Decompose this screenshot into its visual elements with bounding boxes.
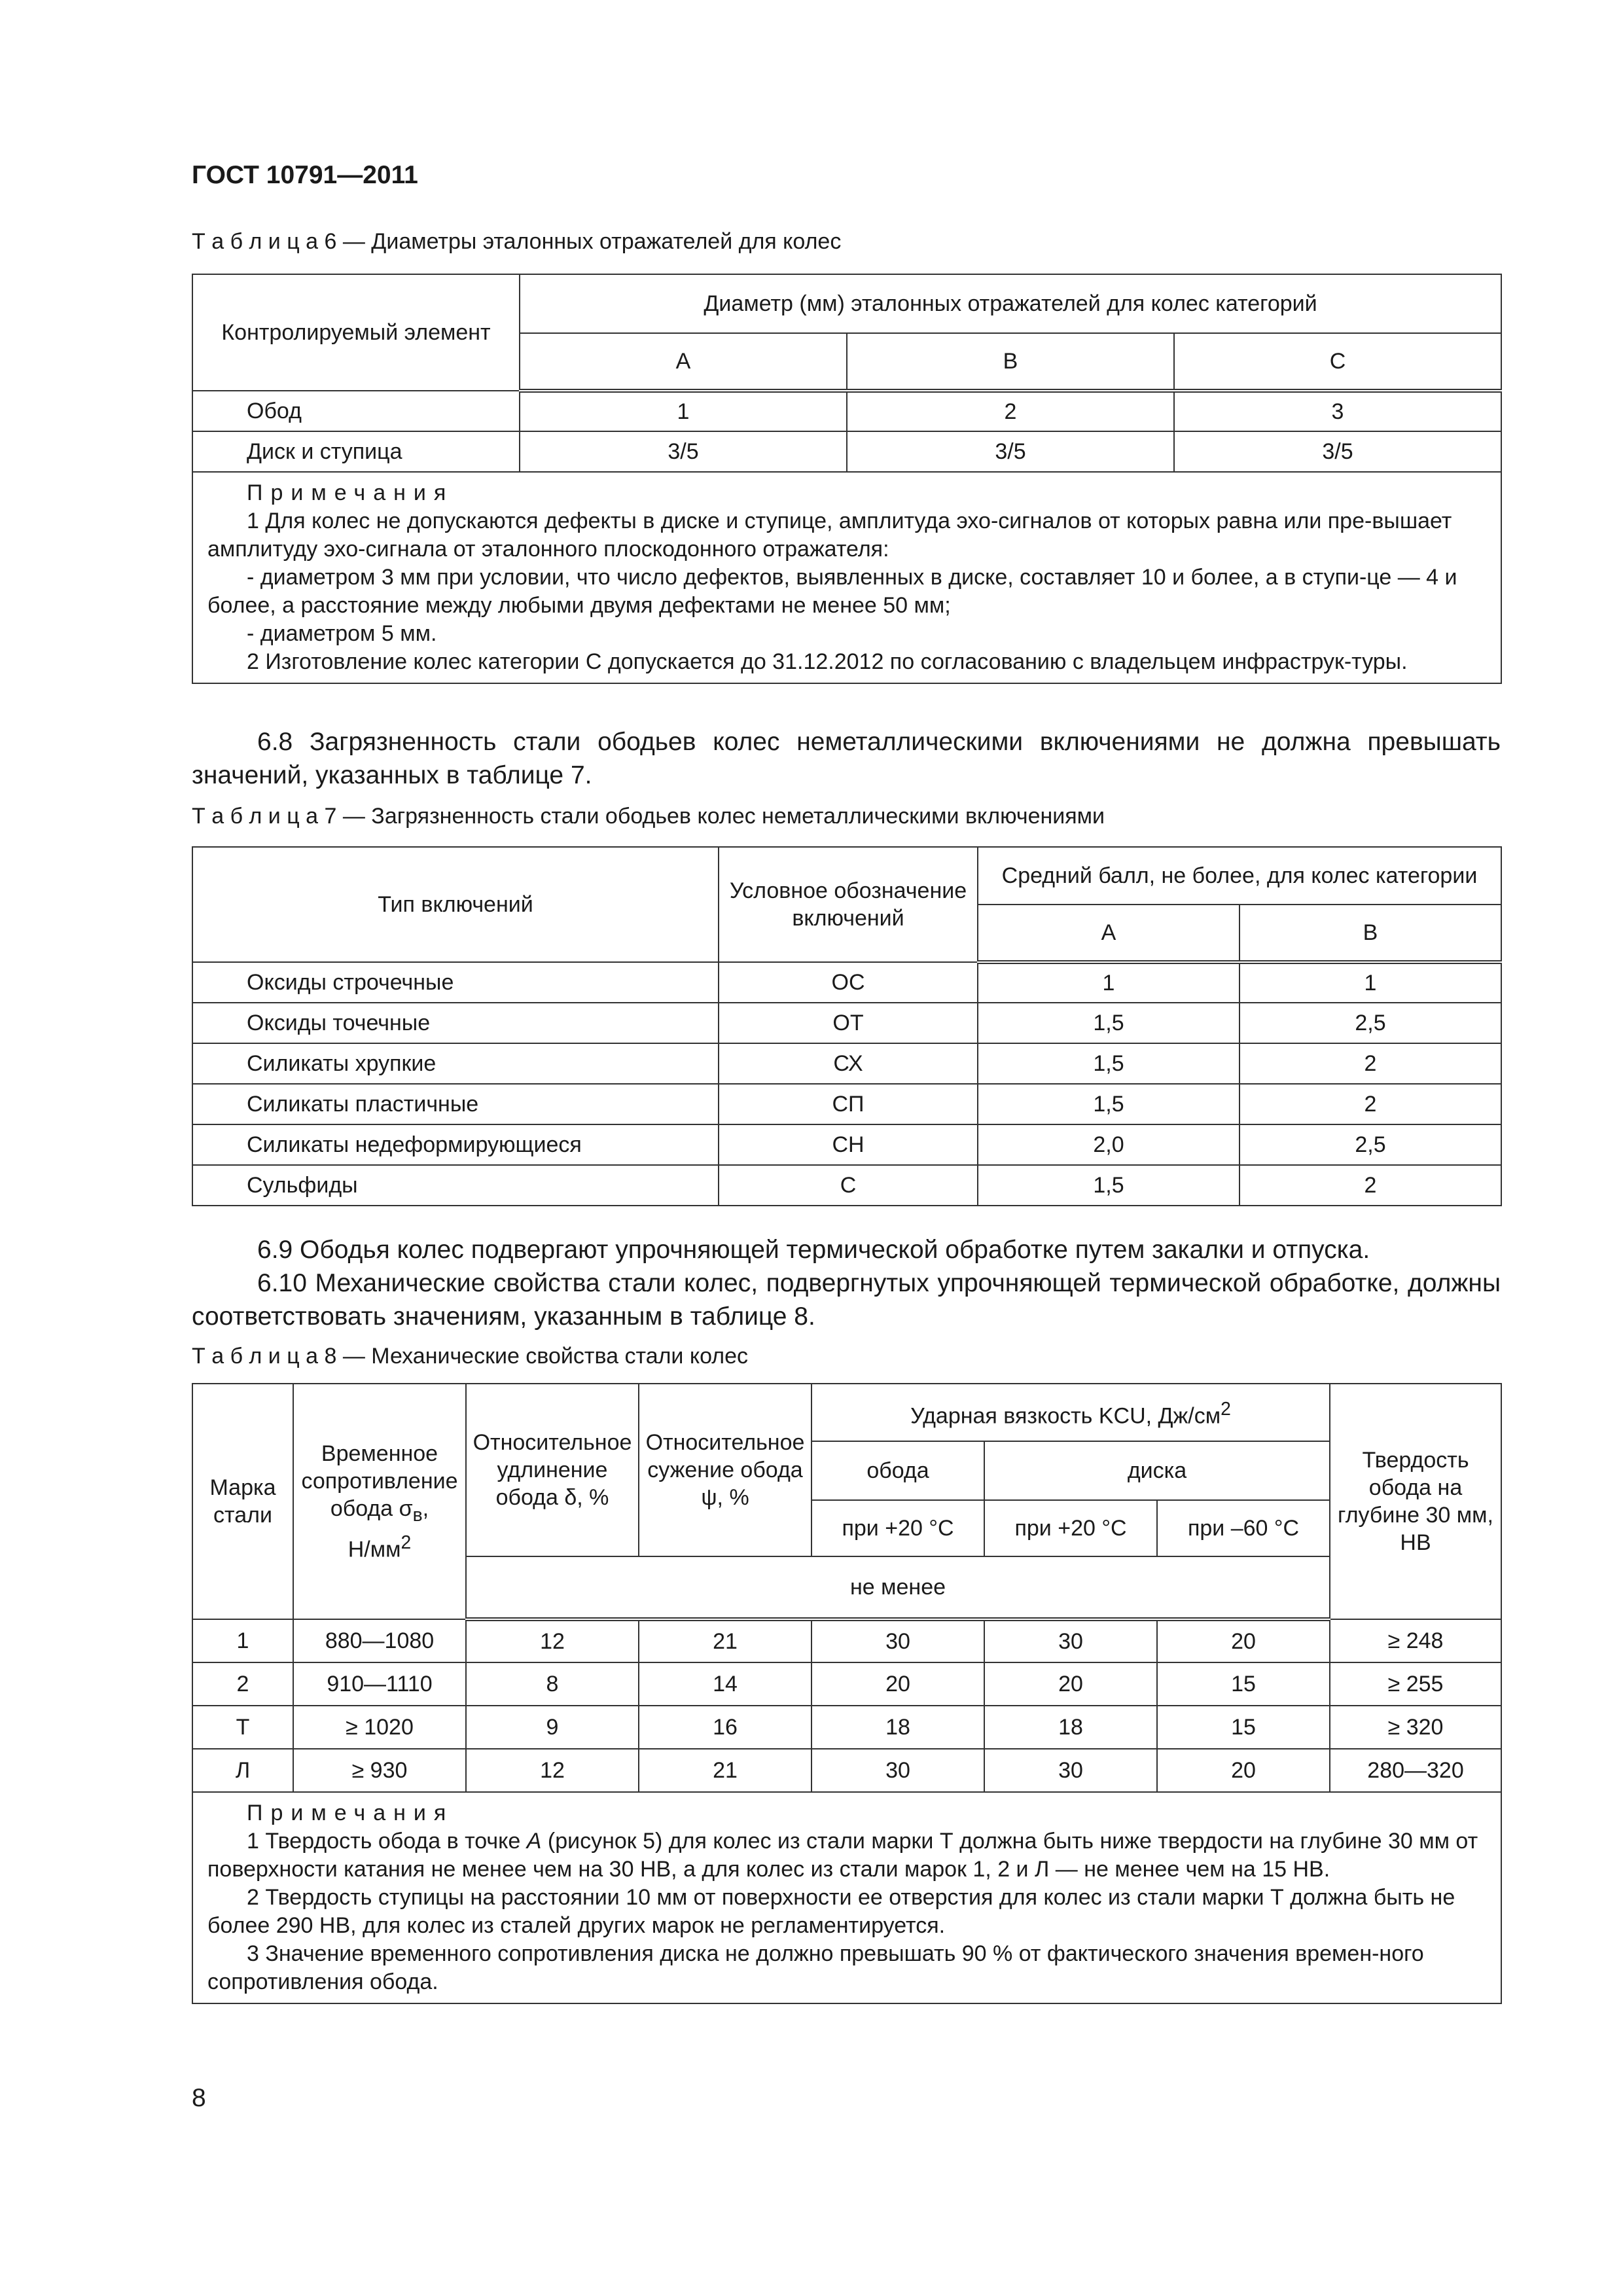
table8-cell: ≥ 1020 (293, 1706, 466, 1749)
table8 (192, 1383, 1502, 2004)
table8-cell: ≥ 930 (293, 1749, 466, 1792)
table6-caption-text: — Диаметры эталонных отражателей для колес (336, 229, 842, 254)
table8-note-3: 3 Значение временного сопротивления диска не должно превышать 90 % от фактического значения времен-ного сопротивления обода. (207, 1941, 1424, 1994)
table8-cell: 12 (466, 1619, 639, 1662)
table8-caption-text: — Механические свойства стали колес (336, 1344, 749, 1369)
paragraphs-6-9-6-10 (192, 1233, 1501, 1333)
table8-cell: ≥ 248 (1330, 1619, 1501, 1662)
table8-cell: 14 (639, 1662, 812, 1706)
table8-cell: 1 (192, 1619, 293, 1662)
table7-row-code: ОС (719, 962, 978, 1003)
table7-cell: 1,5 (978, 1084, 1240, 1124)
table8-head-tensile-sub: в (412, 1504, 423, 1526)
document-header: ГОСТ 10791—2011 (192, 161, 418, 189)
table6-cat-c: С (1174, 333, 1501, 391)
table8-head-impact (812, 1384, 1330, 1441)
table8-cell: 18 (984, 1706, 1157, 1749)
table8-head-temp: при +20 °С (812, 1500, 984, 1556)
table7-cell: 2 (1240, 1165, 1501, 1206)
table7-caption-prefix: Т а б л и ц а 7 (192, 804, 337, 829)
table6-caption (192, 229, 841, 255)
table6-cat-a: А (520, 333, 847, 391)
table8-cell: 880—1080 (293, 1619, 466, 1662)
table7-row-code: СХ (719, 1043, 978, 1084)
table8-note-2: 2 Твердость ступицы на расстоянии 10 мм от поверхности ее отверстия для колес из стали марки Т должна быть не более 290 НВ, для колес из сталей других марок не регламентируется. (207, 1885, 1455, 1938)
table7-row-name: Силикаты недеформирующиеся (192, 1124, 719, 1165)
table8-cell: 16 (639, 1706, 812, 1749)
table6-cell: 3/5 (520, 431, 847, 472)
table8-cell: 15 (1157, 1706, 1330, 1749)
table7 (192, 846, 1502, 1206)
table7-head-group: Средний балл, не более, для колес категории (978, 847, 1501, 905)
table7-cat-b: В (1240, 905, 1501, 962)
table8-cell: 30 (812, 1749, 984, 1792)
table8-cell: ≥ 255 (1330, 1662, 1501, 1706)
table8-cell: 15 (1157, 1662, 1330, 1706)
table7-cell: 2,5 (1240, 1124, 1501, 1165)
table8-cell: Л (192, 1749, 293, 1792)
table6-note: 1 Для колес не допускаются дефекты в диске и ступице, амплитуда эхо-сигналов от которых равна или пре-вышает амплитуду эхо-сигнала от эталонного плоскодонного отражателя: (207, 509, 1452, 562)
table8-head-rim: обода (812, 1441, 984, 1500)
table6-cell: 3/5 (1174, 431, 1501, 472)
page-number: 8 (192, 2084, 206, 2112)
table8-head-disk: диска (984, 1441, 1330, 1500)
table6-note: - диаметром 5 мм. (247, 621, 437, 646)
paragraph-6-8 (192, 725, 1501, 792)
table6-cat-b: В (847, 333, 1174, 391)
table8-note-1-point: А (526, 1829, 542, 1854)
table7-head-type: Тип включений (192, 847, 719, 962)
table8-head-tensile-text: Временное сопротивление обода σ (301, 1441, 458, 1521)
table8-cell: ≥ 320 (1330, 1706, 1501, 1749)
table7-cat-a: А (978, 905, 1240, 962)
table7-cell: 2 (1240, 1043, 1501, 1084)
paragraph-6-8-text: 6.8 Загрязненность стали ободьев колес неметаллическими включениями не должна превышать значений, указанных в таблице 7. (192, 728, 1501, 789)
table8-note-1 (207, 1827, 1486, 1884)
table7-caption (192, 804, 1105, 829)
table8-caption-prefix: Т а б л и ц а 8 (192, 1344, 337, 1369)
table8-notes-title: Примечания (247, 1801, 454, 1825)
table6-notes (192, 472, 1501, 683)
table7-row-code: СН (719, 1124, 978, 1165)
table6-cell: 1 (520, 391, 847, 431)
table8-cell: 30 (812, 1619, 984, 1662)
table8-head-min: не менее (466, 1556, 1330, 1619)
table8-note-1-a: 1 Твердость обода в точке (247, 1829, 527, 1854)
table8-head-contraction: Относительное сужение обода ψ, % (639, 1384, 812, 1556)
table8-cell: 20 (1157, 1619, 1330, 1662)
table7-row-name: Сульфиды (192, 1165, 719, 1206)
table7-row-code: ОТ (719, 1003, 978, 1043)
table6-cell: 3/5 (847, 431, 1174, 472)
paragraph-6-9-text: 6.9 Ободья колес подвергают упрочняющей термической обработке путем закалки и отпуска. (257, 1236, 1370, 1264)
table7-row-name: Оксиды точечные (192, 1003, 719, 1043)
table7-row-name: Оксиды строчечные (192, 962, 719, 1003)
table8-head-temp: при –60 °С (1157, 1500, 1330, 1556)
table8-head-tensile (293, 1384, 466, 1619)
table7-head-code: Условное обозначение включений (719, 847, 978, 962)
table8-note-1-b: (рисунок 5) для колес из стали марки Т должна быть ниже твердости на глубине 30 мм от поверхности катания не менее чем на 30 НВ, а для колес из стали марок 1, 2 и Л — не менее чем на 15 НВ. (207, 1829, 1478, 1882)
table8-cell: Т (192, 1706, 293, 1749)
table6-cell: 3 (1174, 391, 1501, 431)
table7-cell: 1 (978, 962, 1240, 1003)
table7-cell: 1,5 (978, 1003, 1240, 1043)
table8-cell: 12 (466, 1749, 639, 1792)
table6-row-name: Диск и ступица (192, 431, 520, 472)
table8-cell: 18 (812, 1706, 984, 1749)
table6-head-group: Диаметр (мм) эталонных отражателей для колес категорий (520, 274, 1501, 333)
table8-cell: 30 (984, 1749, 1157, 1792)
table8-head-temp: при +20 °С (984, 1500, 1157, 1556)
table7-cell: 1,5 (978, 1043, 1240, 1084)
table6-note: - диаметром 3 мм при условии, что число дефектов, выявленных в диске, составляет 10 и более, а в ступи-це — 4 и более, а расстояние между любыми двумя дефектами не менее 50 мм; (207, 565, 1457, 618)
table7-cell: 2,0 (978, 1124, 1240, 1165)
table7-caption-text: — Загрязненность стали ободьев колес неметаллическими включениями (336, 804, 1105, 829)
table8-cell: 8 (466, 1662, 639, 1706)
table6-row-name: Обод (192, 391, 520, 431)
table8-cell: 21 (639, 1749, 812, 1792)
table6-head-element: Контролируемый элемент (192, 274, 520, 391)
table8-head-impact-sup: 2 (1221, 1398, 1231, 1420)
table6-caption-prefix: Т а б л и ц а 6 (192, 229, 337, 254)
table8-cell: 20 (1157, 1749, 1330, 1792)
table8-head-tensile-sup: 2 (401, 1532, 412, 1553)
table8-cell: 9 (466, 1706, 639, 1749)
table8-cell: 21 (639, 1619, 812, 1662)
table7-row-code: С (719, 1165, 978, 1206)
table8-head-tensile-comma: , (422, 1496, 429, 1521)
table8-head-hardness: Твердость обода на глубине 30 мм, НВ (1330, 1384, 1501, 1619)
table8-cell: 910—1110 (293, 1662, 466, 1706)
table7-row-code: СП (719, 1084, 978, 1124)
table8-notes (192, 1792, 1501, 2003)
table7-cell: 1,5 (978, 1165, 1240, 1206)
table8-head-tensile-unit: Н/мм (348, 1537, 401, 1562)
table6-cell: 2 (847, 391, 1174, 431)
table8-cell: 30 (984, 1619, 1157, 1662)
table8-cell: 280—320 (1330, 1749, 1501, 1792)
table7-cell: 2,5 (1240, 1003, 1501, 1043)
table6-notes-title: Примечания (247, 480, 454, 505)
table6 (192, 274, 1502, 684)
table7-row-name: Силикаты пластичные (192, 1084, 719, 1124)
table8-caption (192, 1344, 748, 1369)
table8-cell: 20 (812, 1662, 984, 1706)
table7-row-name: Силикаты хрупкие (192, 1043, 719, 1084)
table8-cell: 2 (192, 1662, 293, 1706)
table8-head-elongation: Относительное удлинение обода δ, % (466, 1384, 639, 1556)
table7-cell: 1 (1240, 962, 1501, 1003)
table6-note: 2 Изготовление колес категории С допускается до 31.12.2012 по согласованию с владельцем инфраструк-туры. (247, 649, 1408, 674)
table8-head-impact-text: Ударная вязкость KCU, Дж/см (910, 1403, 1221, 1429)
table7-cell: 2 (1240, 1084, 1501, 1124)
paragraph-6-10-text: 6.10 Механические свойства стали колес, подвергнутых упрочняющей термической обработке, должны соответствовать значениям, указанным в таблице 8. (192, 1269, 1501, 1331)
table8-head-grade: Марка стали (192, 1384, 293, 1619)
table8-cell: 20 (984, 1662, 1157, 1706)
